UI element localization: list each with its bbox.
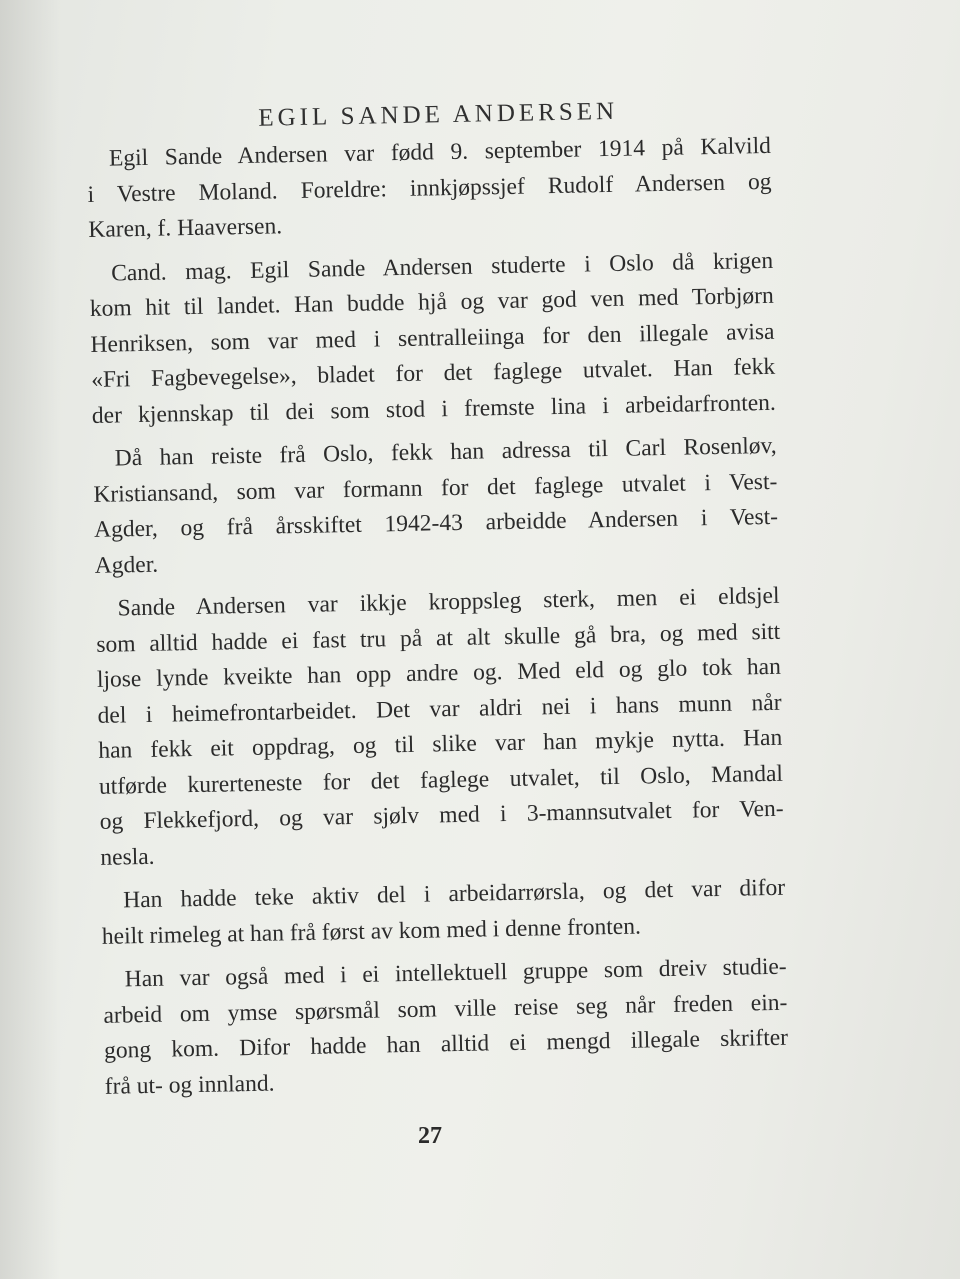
text-line: Karen, f. Haaversen. — [88, 213, 283, 243]
text-line: i Vestre Moland. Foreldre: innkjøpssjef Rudolf Andersen og — [87, 168, 772, 208]
text-line: han fekk eit oppdrag, og til slike var han mykje nytta. Han — [98, 724, 783, 764]
text-line: Sande Andersen var ikkje kroppsleg sterk, men ei eldsjel — [117, 582, 780, 622]
paragraph — [102, 950, 789, 1105]
text-line: Han hadde teke aktiv del i arbeidarrørsla, og det var difor — [122, 874, 786, 914]
paragraph — [89, 243, 776, 434]
text-block — [86, 95, 789, 1113]
text-line: Kristiansand, som var formann for det faglege utvalet i Vest- — [93, 468, 778, 508]
text-line: der kjennskap til dei som stod i fremste lina i arbeidarfronten. — [91, 389, 777, 429]
paragraph — [87, 129, 773, 249]
text-line: del i heimefrontarbeidet. Det var aldri nei i hans munn når — [97, 689, 782, 729]
text-line: nesla. — [100, 843, 155, 871]
text-line: «Fri Fagbevegelse», bladet for det faglege utvalet. Han fekk — [90, 353, 776, 393]
text-line: gong kom. Difor hadde han alltid ei mengd illegale skrifter — [103, 1024, 789, 1064]
text-line: Agder, og frå årsskiftet 1942-43 arbeidde Andersen i Vest- — [93, 503, 779, 543]
text-line: Henriksen, som var med i sentralleiinga for den illegale avisa — [90, 318, 775, 358]
text-line: Då han reiste frå Oslo, fekk han adressa til Carl Rosenløv, — [114, 432, 777, 472]
text-line: og Flekkefjord, og var sjølv med i 3-mannsutvalet for Ven- — [99, 795, 784, 835]
text-line: frå ut- og innland. — [104, 1070, 275, 1100]
text-line: Agder. — [94, 551, 159, 579]
chapter-heading: EGIL SANDE ANDERSEN — [258, 97, 619, 132]
page-number: 27 — [418, 1123, 442, 1149]
text-line: Cand. mag. Egil Sande Andersen studerte i Oslo då krigen — [110, 247, 774, 287]
text-line: utførde kurerteneste for det faglege utvalet, til Oslo, Mandal — [98, 760, 784, 800]
text-line: Han var også med i ei intellektuell gruppe som dreiv studie- — [124, 953, 787, 993]
text-line: kom hit til landet. Han budde hjå og var god ven med Torbjørn — [89, 282, 774, 322]
paragraph — [92, 429, 779, 584]
paragraph — [101, 871, 786, 955]
page-gutter-shadow — [0, 0, 60, 1279]
text-line: som alltid hadde ei fast tru på at alt skulle gå bra, og med sitt — [96, 618, 781, 658]
text-line: heilt rimeleg at han frå først av kom med i denne fronten. — [101, 913, 642, 950]
text-line: arbeid om ymse spørsmål som ville reise seg når freden ein- — [103, 989, 788, 1029]
text-line: ljose lynde kveikte han opp andre og. Med eld og glo tok han — [96, 653, 782, 693]
text-line: Egil Sande Andersen var fødd 9. september 1914 på Kalvild — [108, 132, 772, 172]
paragraph — [95, 579, 784, 876]
